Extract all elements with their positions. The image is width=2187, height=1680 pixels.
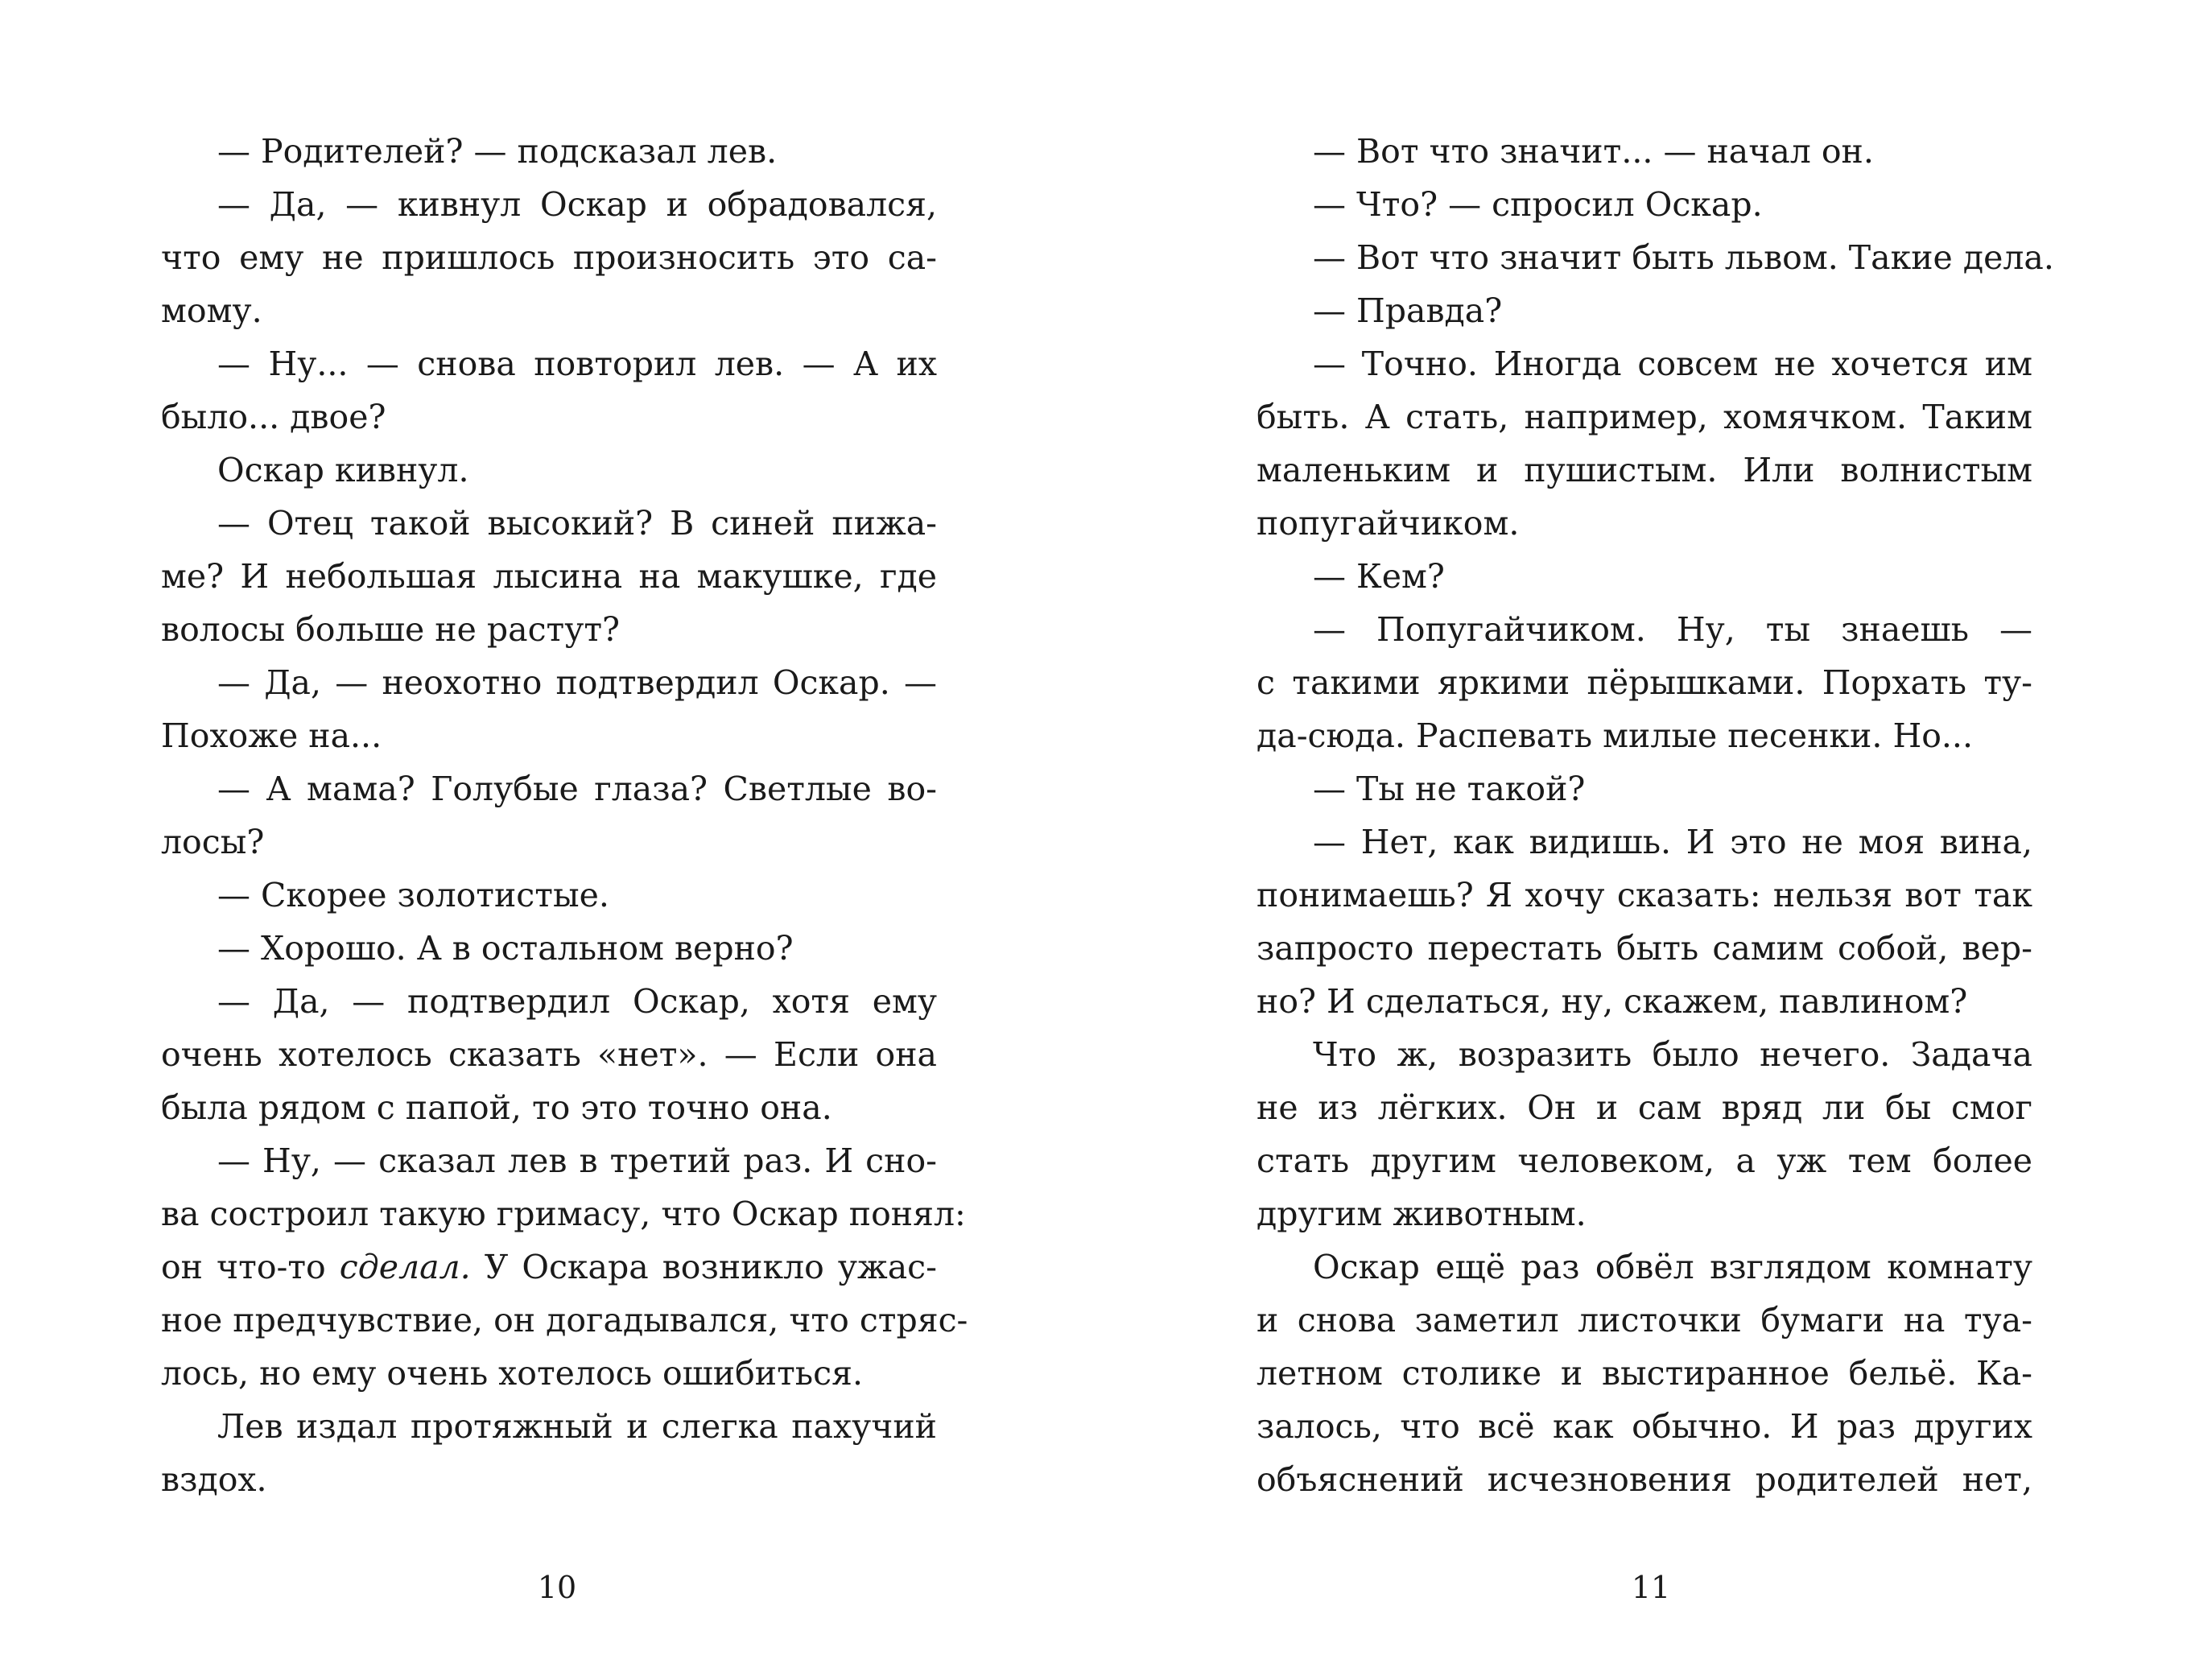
text-line: — Ты не такой? <box>1313 770 1586 808</box>
text-line: — Хорошо. А в остальном верно? <box>217 929 794 968</box>
right-page <box>1256 125 2054 1506</box>
left-page-number: 10 <box>537 1570 577 1605</box>
text-line: — Да, — неохотно подтвердил Оскар. — <box>217 663 937 702</box>
text-line: запросто перестать быть самим собой, вер- <box>1256 929 2032 968</box>
left-page <box>161 125 968 1506</box>
text-line: лосы? <box>161 823 265 861</box>
text-line: и снова заметил листочки бумаги на туа- <box>1256 1301 2032 1339</box>
text-line: было... двое? <box>161 398 386 436</box>
text-line: волосы больше не растут? <box>161 610 621 649</box>
text-line: ное предчувствие, он догадывался, что стряс- <box>161 1301 968 1339</box>
text-line: — Ну, — сказал лев в третий раз. И сно- <box>217 1141 937 1180</box>
text-line: — Кем? <box>1313 557 1445 596</box>
text-line: очень хотелось сказать «нет». — Если она <box>161 1035 937 1074</box>
text-line: но? И сделаться, ну, скажем, павлином? <box>1256 982 1968 1021</box>
text-line: — Вот что значит быть львом. Такие дела. <box>1313 238 2054 277</box>
text-line: — Что? — спросил Оскар. <box>1313 185 1763 224</box>
text-line: он что-то сделал. У Оскара возникло ужас- <box>161 1248 937 1286</box>
text-line: — Да, — кивнул Оскар и обрадовался, <box>217 185 937 224</box>
text-line: объяснений исчезновения родителей нет, <box>1256 1460 2032 1499</box>
text-line: была рядом с папой, то это точно она. <box>161 1088 832 1127</box>
text-line: Похоже на... <box>161 716 382 755</box>
text-line: — Отец такой высокий? В синей пижа- <box>217 504 937 543</box>
text-line: вздох. <box>161 1460 267 1499</box>
text-line: — Попугайчиком. Ну, ты знаешь — <box>1313 610 2032 649</box>
text-line: — Да, — подтвердил Оскар, хотя ему <box>217 982 937 1021</box>
text-line: Оскар кивнул. <box>217 451 469 489</box>
text-line: быть. А стать, например, хомячком. Таким <box>1256 398 2032 436</box>
text-line: Что ж, возразить было нечего. Задача <box>1313 1035 2032 1074</box>
text-line: ва состроил такую гримасу, что Оскар понял: <box>161 1195 966 1233</box>
text-line: — Родителей? — подсказал лев. <box>217 132 778 171</box>
text-line: — Нет, как видишь. И это не моя вина, <box>1313 823 2032 861</box>
text-line: лось, но ему очень хотелось ошибиться. <box>161 1354 863 1393</box>
text-line: да-сюда. Распевать милые песенки. Но... <box>1256 716 1973 755</box>
text-line: ме? И небольшая лысина на макушке, где <box>161 557 937 596</box>
text-line: — Скорее золотистые. <box>217 876 609 914</box>
text-line: не из лёгких. Он и сам вряд ли бы смог <box>1256 1088 2032 1127</box>
text-line: Оскар ещё раз обвёл взглядом комнату <box>1313 1248 2032 1286</box>
text-line: стать другим человеком, а уж тем более <box>1256 1141 2032 1180</box>
text-line: с такими яркими пёрышками. Порхать ту- <box>1256 663 2032 702</box>
text-line: — Точно. Иногда совсем не хочется им <box>1313 345 2032 383</box>
text-line: — Правда? <box>1313 291 1503 330</box>
text-line: — А мама? Голубые глаза? Светлые во- <box>217 770 937 808</box>
text-line: Лев издал протяжный и слегка пахучий <box>217 1407 937 1446</box>
text-line: залось, что всё как обычно. И раз других <box>1256 1407 2032 1446</box>
text-line: — Ну... — снова повторил лев. — А их <box>217 345 937 383</box>
text-line: попугайчиком. <box>1256 504 1520 543</box>
right-page-number: 11 <box>1631 1570 1671 1605</box>
text-line: — Вот что значит... — начал он. <box>1313 132 1874 171</box>
text-line: другим животным. <box>1256 1195 1587 1233</box>
text-line: что ему не пришлось произносить это са- <box>161 238 937 277</box>
text-line: мому. <box>161 291 262 330</box>
text-line: понимаешь? Я хочу сказать: нельзя вот так <box>1256 876 2032 914</box>
text-line: летном столике и выстиранное бельё. Ка- <box>1256 1354 2032 1393</box>
text-line: маленьким и пушистым. Или волнистым <box>1256 451 2032 489</box>
